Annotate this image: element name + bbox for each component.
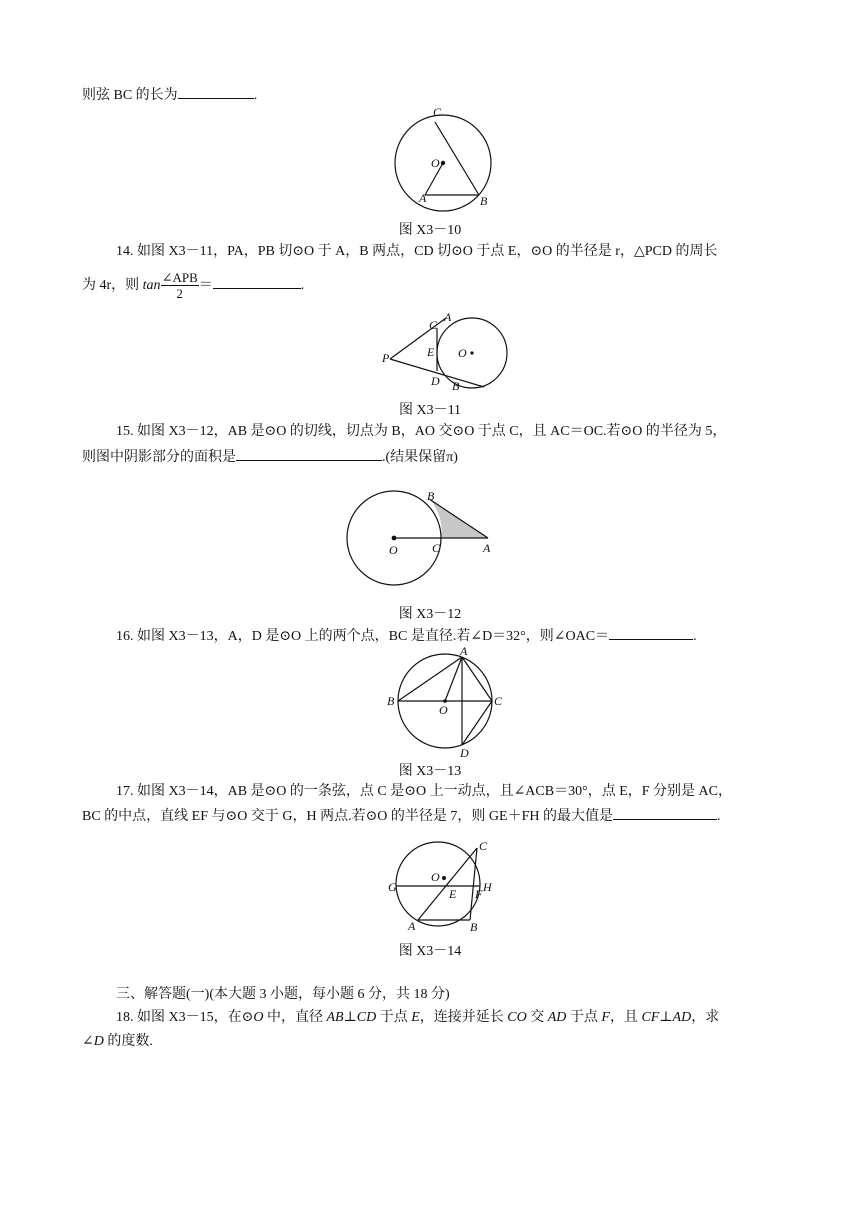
chord-ac [418,848,477,920]
circle-o [396,842,480,926]
label-c: C [433,105,442,119]
label-b: B [427,489,435,503]
q17-line2-pre: BC 的中点，直线 EF 与⊙O 交于 G，H 两点.若⊙O 的半径是 7，则 GE＋FH 的最大值是 [82,809,613,824]
q18-var-e: E [411,1010,420,1025]
q18-text: 于点 [566,1010,602,1025]
q18-text: 中，直径 [263,1010,327,1025]
figure-x3-11 [378,308,512,398]
caption-x3-12: 图 X3－12 [398,607,462,622]
q17-end: . [716,809,721,824]
q17-line1: 17. 如图 X3－14，AB 是⊙O 的一条弦，点 C 是⊙O 上一动点，且∠ACB＝30°，点 E，F 分别是 AC， [116,784,732,799]
label-d: D [460,746,469,760]
label-f: F [475,887,483,901]
center-point [442,876,446,880]
q18-text: ，求 [691,1010,720,1025]
answer-blank-15[interactable] [236,446,382,461]
caption-x3-13: 图 X3－13 [398,764,462,779]
q14-line2 [82,270,304,302]
label-a: A [419,191,427,205]
radius-oa [445,657,462,701]
center-point [392,536,397,541]
figure-x3-13 [384,644,506,762]
fraction-numerator: ∠APB [161,270,198,286]
label-o: O [431,870,440,884]
q13-end: . [253,88,258,103]
label-c: C [494,694,503,708]
q14-line1: 14. 如图 X3－11，PA，PB 切⊙O 于 A，B 两点，CD 切⊙O 于点 E，⊙O 的半径是 r，△PCD 的周长 [116,244,718,259]
answer-blank-14[interactable] [213,274,301,289]
q14-line2-pre: 为 4r，则 [82,278,143,293]
q15-line1: 15. 如图 X3－12，AB 是⊙O 的切线，切点为 B，AO 交⊙O 于点 C，且 AC＝OC.若⊙O 的半径为 5， [116,424,727,439]
q18-var-ab: AB [326,1010,344,1025]
label-o: O [458,346,467,360]
label-p: P [382,351,390,365]
q16-end: . [693,629,697,644]
figure-x3-14 [386,836,506,936]
center-point [470,351,473,354]
q18-var-ad: AD [547,1010,567,1025]
q16-prompt: 16. 如图 X3－13，A，D 是⊙O 上的两个点，BC 是直径.若∠D＝32°，则∠OAC＝ [116,629,610,644]
q18-var-o: O [253,1010,264,1025]
chord-ab [398,657,462,701]
label-b: B [452,379,460,393]
q18-text: 于点 [376,1010,412,1025]
label-o: O [431,156,440,170]
label-a: A [483,541,491,555]
fraction-denominator: 2 [176,286,183,302]
label-c: C [429,318,438,332]
answer-blank-17[interactable] [613,805,717,820]
q17-line2 [82,805,720,827]
q18-var-f: F [601,1010,610,1025]
q18-var-co: CO [507,1010,527,1025]
figure-x3-10 [390,102,500,212]
q15-line2-post: .(结果保留π) [382,450,458,465]
center-point [441,161,445,165]
q15-line2 [82,446,458,468]
caption-x3-14: 图 X3－14 [398,944,462,959]
q13-text [82,84,257,106]
figure-x3-12 [340,482,500,594]
label-c: C [479,839,488,853]
label-e: E [449,887,457,901]
chord-dc [462,701,492,745]
label-b: B [470,920,478,934]
q18-line1 [116,1008,719,1028]
label-b: B [480,194,488,208]
tan-symbol: tan [142,278,161,293]
section-heading: 三、解答题(一)(本大题 3 小题，每小题 6 分，共 18 分) [116,987,450,1002]
label-a: A [408,919,416,933]
chord-ac [462,657,492,701]
label-o: O [439,703,448,717]
chord-cb [435,122,479,195]
label-o: O [389,543,398,557]
q18-line2 [82,1032,153,1052]
q13-prompt: 则弦 BC 的长为 [82,88,178,103]
q18-text: 的度数. [103,1034,153,1049]
fraction-apb-over-2 [161,270,199,301]
caption-x3-10: 图 X3－10 [398,223,462,238]
answer-blank-16[interactable] [609,625,693,640]
q18-text: ，连接并延长 [419,1010,508,1025]
label-e: E [427,345,435,359]
equals-sign: ＝ [198,278,213,293]
q15-line2-pre: 则图中阴影部分的面积是 [82,450,236,465]
q18-text: 交 [526,1010,548,1025]
q18-var-cd: CD [356,1010,377,1025]
label-h: H [483,880,492,894]
q18-var-cf: CF [641,1010,660,1025]
q18-var-ad: AD [672,1010,692,1025]
q18-perp: ⊥ [343,1010,357,1025]
q18-text: ，且 [609,1010,642,1025]
label-c: C [432,541,441,555]
q18-perp: ⊥ [659,1010,673,1025]
label-b: B [387,694,395,708]
angle-symbol: ∠ [82,1034,94,1049]
q14-end: . [300,278,305,293]
q18-text: 18. 如图 X3－15，在⊙ [116,1010,254,1025]
caption-x3-11: 图 X3－11 [398,403,462,418]
answer-blank-13[interactable] [178,84,254,99]
q18-var-d: D [93,1034,104,1049]
label-g: G [388,880,397,894]
label-a: A [444,310,452,324]
label-a: A [460,644,468,658]
label-d: D [431,374,440,388]
